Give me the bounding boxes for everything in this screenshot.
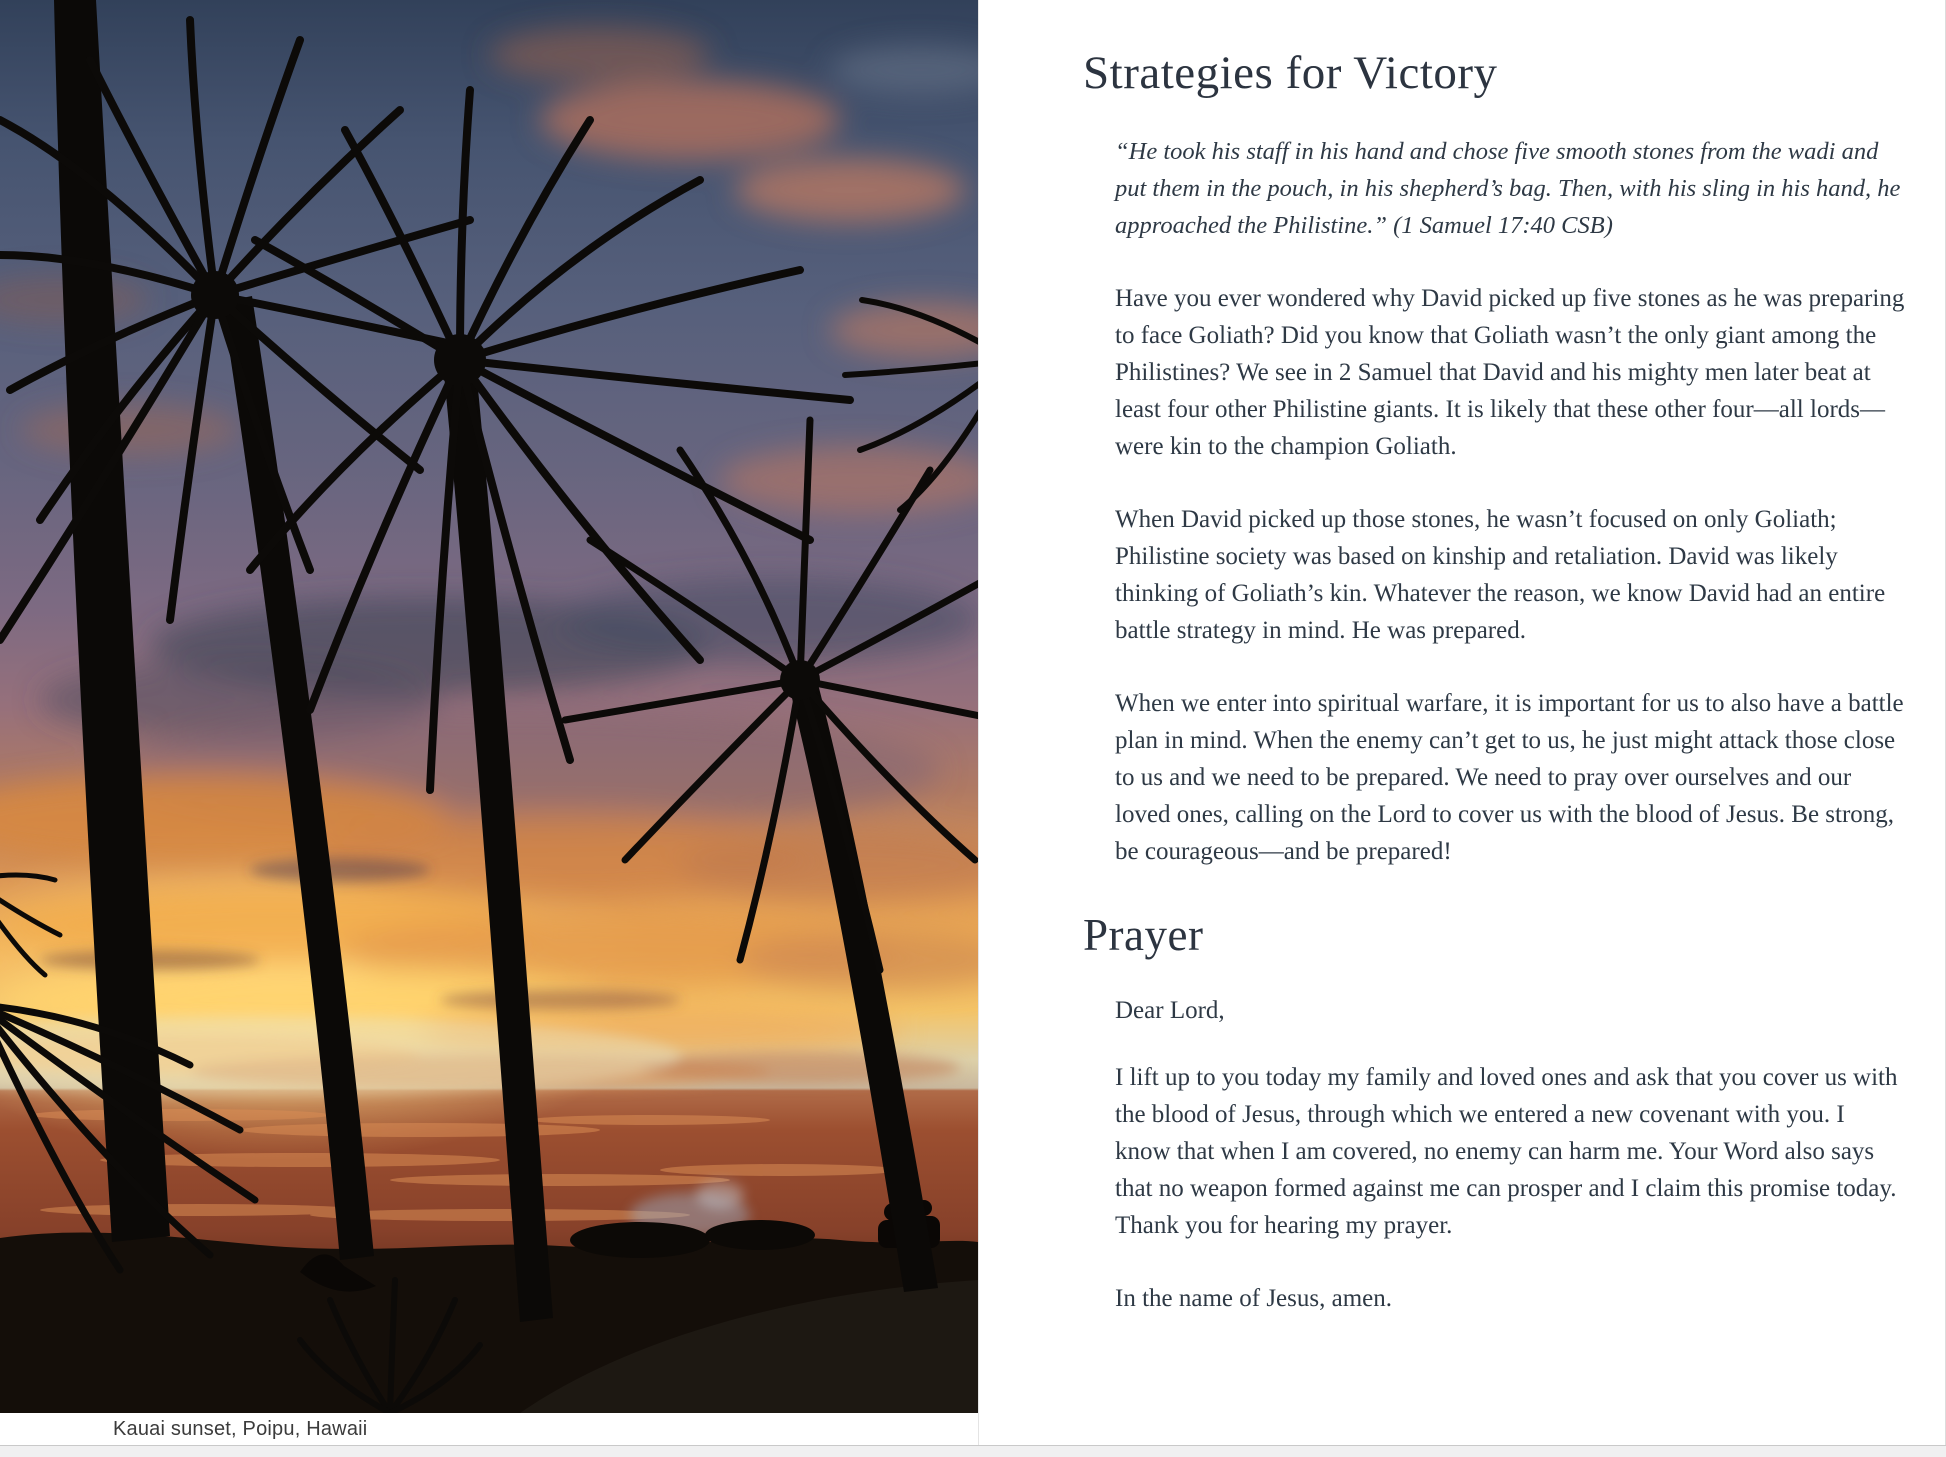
prayer-heading: Prayer [1083,910,1204,961]
devotional-text-page [978,0,1946,1445]
body-paragraph-2: When David picked up those stones, he wasn’t focused on only Goliath; Philistine society was based on kinship and retaliation. David was likely thinking of Goliath’s kin. Whatever the reason, we know David had an entire battle strategy in mind. He was prepared. [1115,506,1886,645]
scripture-quote: “He took his staff in his hand and chose five smooth stones from the wadi and put them in the pouch, in his shepherd’s bag. Then, with his sling in his hand, he approached the Philistine.” (1 Samuel 17:40 CSB) [1115,138,1901,239]
body-paragraph-3: When we enter into spiritual warfare, it is important for us to also have a battle plan in mind. When the enemy can’t get to us, he just might attack those close to us and we need to be prepared. We need to pray over ourselves and our loved ones, calling on the Lord to cover us with the blood of Jesus. Be strong, be courageous—and be prepared! [1115,690,1904,866]
photo-caption-band [0,1413,978,1445]
kauai-sunset-image [0,0,978,1413]
bottom-scroll-strip [0,1445,1946,1457]
prayer-closing: In the name of Jesus, amen. [1115,1285,1393,1313]
sunset-photo-panel [0,0,978,1445]
body-paragraph-1: Have you ever wondered why David picked up five stones as he was preparing to face Goliath? Did you know that Goliath wasn’t the only giant among the Philistines? We see in 2 Samuel that David and his mighty men later beat at least four other Philistine giants. It is likely that these other four—all lords—were kin to the champion Goliath. [1115,285,1905,461]
prayer-body: I lift up to you today my family and loved ones and ask that you cover us with the blood of Jesus, through which we entered a new covenant with you. I know that when I am covered, no enemy can harm me. Your Word also says that no weapon formed against me can prosper and I claim this promise today. Thank you for hearing my prayer. [1115,1064,1898,1240]
rock-silhouette [570,1222,710,1258]
photo-caption: Kauai sunset, Poipu, Hawaii [113,1417,368,1440]
prayer-salutation: Dear Lord, [1115,997,1225,1025]
page-title: Strategies for Victory [1083,47,1498,99]
